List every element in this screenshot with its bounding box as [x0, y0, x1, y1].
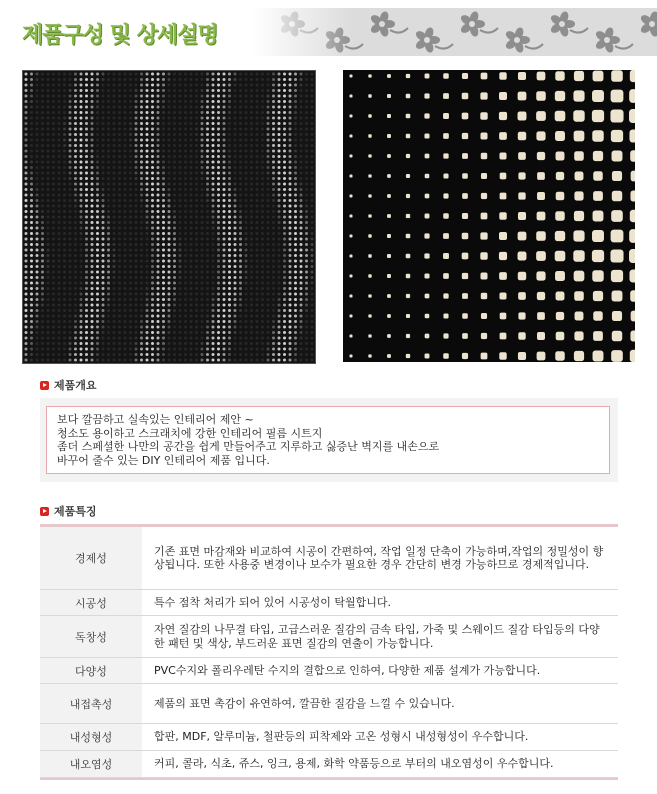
features-table — [40, 524, 618, 778]
feature-value: 특수 점착 처리가 되어 있어 시공성이 탁월합니다. — [142, 590, 618, 616]
feature-key: 내오염성 — [40, 751, 142, 778]
feature-value: 커피, 콜라, 식초, 쥬스, 잉크, 용제, 화학 약품등으로 부터의 내오염성이 우수합니다. — [142, 751, 618, 778]
table-row — [40, 590, 618, 616]
red-arrow-bullet-icon — [40, 507, 49, 516]
table-row — [40, 724, 618, 751]
overview-line: 바꾸어 줄수 있는 DIY 인테리어 제품 입니다. — [57, 453, 270, 467]
feature-value: 합판, MDF, 알루미늄, 철판등의 피착제와 고온 성형시 내성형성이 우수합니다. — [142, 724, 618, 751]
features-heading-label: 제품특징 — [54, 505, 97, 518]
overview-heading-label: 제품개요 — [54, 379, 97, 392]
feature-value: 기존 표면 마감재와 비교하여 시공이 간편하여, 작업 일정 단축이 가능하며,작업의 정밀성이 향상됩니다. 또한 사용중 변경이나 보수가 필요한 경우 간단히 변경 가능하므로 경제적입니다. — [142, 526, 618, 590]
feature-key: 독창성 — [40, 616, 142, 658]
feature-key: 내성형성 — [40, 724, 142, 751]
feature-key: 시공성 — [40, 590, 142, 616]
overview-line: 좀더 스페셜한 나만의 공간을 쉽게 만들어주고 지루하고 싫증난 벽지를 내손으로 — [57, 440, 440, 453]
overview-heading — [40, 377, 97, 393]
table-row — [40, 751, 618, 778]
red-arrow-bullet-icon — [40, 381, 49, 390]
overview-text — [46, 406, 610, 474]
feature-key: 다양성 — [40, 658, 142, 684]
page-title: 제품구성 및 상세설명 — [22, 23, 218, 48]
overview-line: 청소도 용이하고 스크래치에 강한 인테리어 필름 시트지 — [57, 426, 323, 440]
overview-line: 보다 깔끔하고 실속있는 인테리어 제안 ~ — [57, 413, 254, 426]
floral-pattern-band — [252, 8, 657, 56]
feature-key: 경제성 — [40, 526, 142, 590]
features-heading — [40, 503, 97, 519]
black-dot-pattern-image — [22, 70, 316, 364]
feature-value: 제품의 표면 촉감이 유연하여, 깔끔한 질감을 느낄 수 있습니다. — [142, 684, 618, 724]
feature-key: 내접촉성 — [40, 684, 142, 724]
overview-box — [40, 398, 618, 482]
table-row — [40, 658, 618, 684]
table-row — [40, 684, 618, 724]
feature-value: PVC수지와 폴리우레탄 수지의 결합으로 인하여, 다양한 제품 설계가 가능합니다. — [142, 658, 618, 684]
page-header — [0, 0, 657, 62]
table-bottom-rule — [40, 778, 618, 780]
table-row — [40, 526, 618, 590]
square-dot-pattern-image — [343, 70, 635, 362]
feature-value: 자연 질감의 나무결 타입, 고급스러운 질감의 금속 타입, 가죽 및 스웨이드 질감 타입등의 다양한 패턴 및 색상, 부드러운 표면 질감의 연출이 가능합니다. — [142, 616, 618, 658]
table-row — [40, 616, 618, 658]
